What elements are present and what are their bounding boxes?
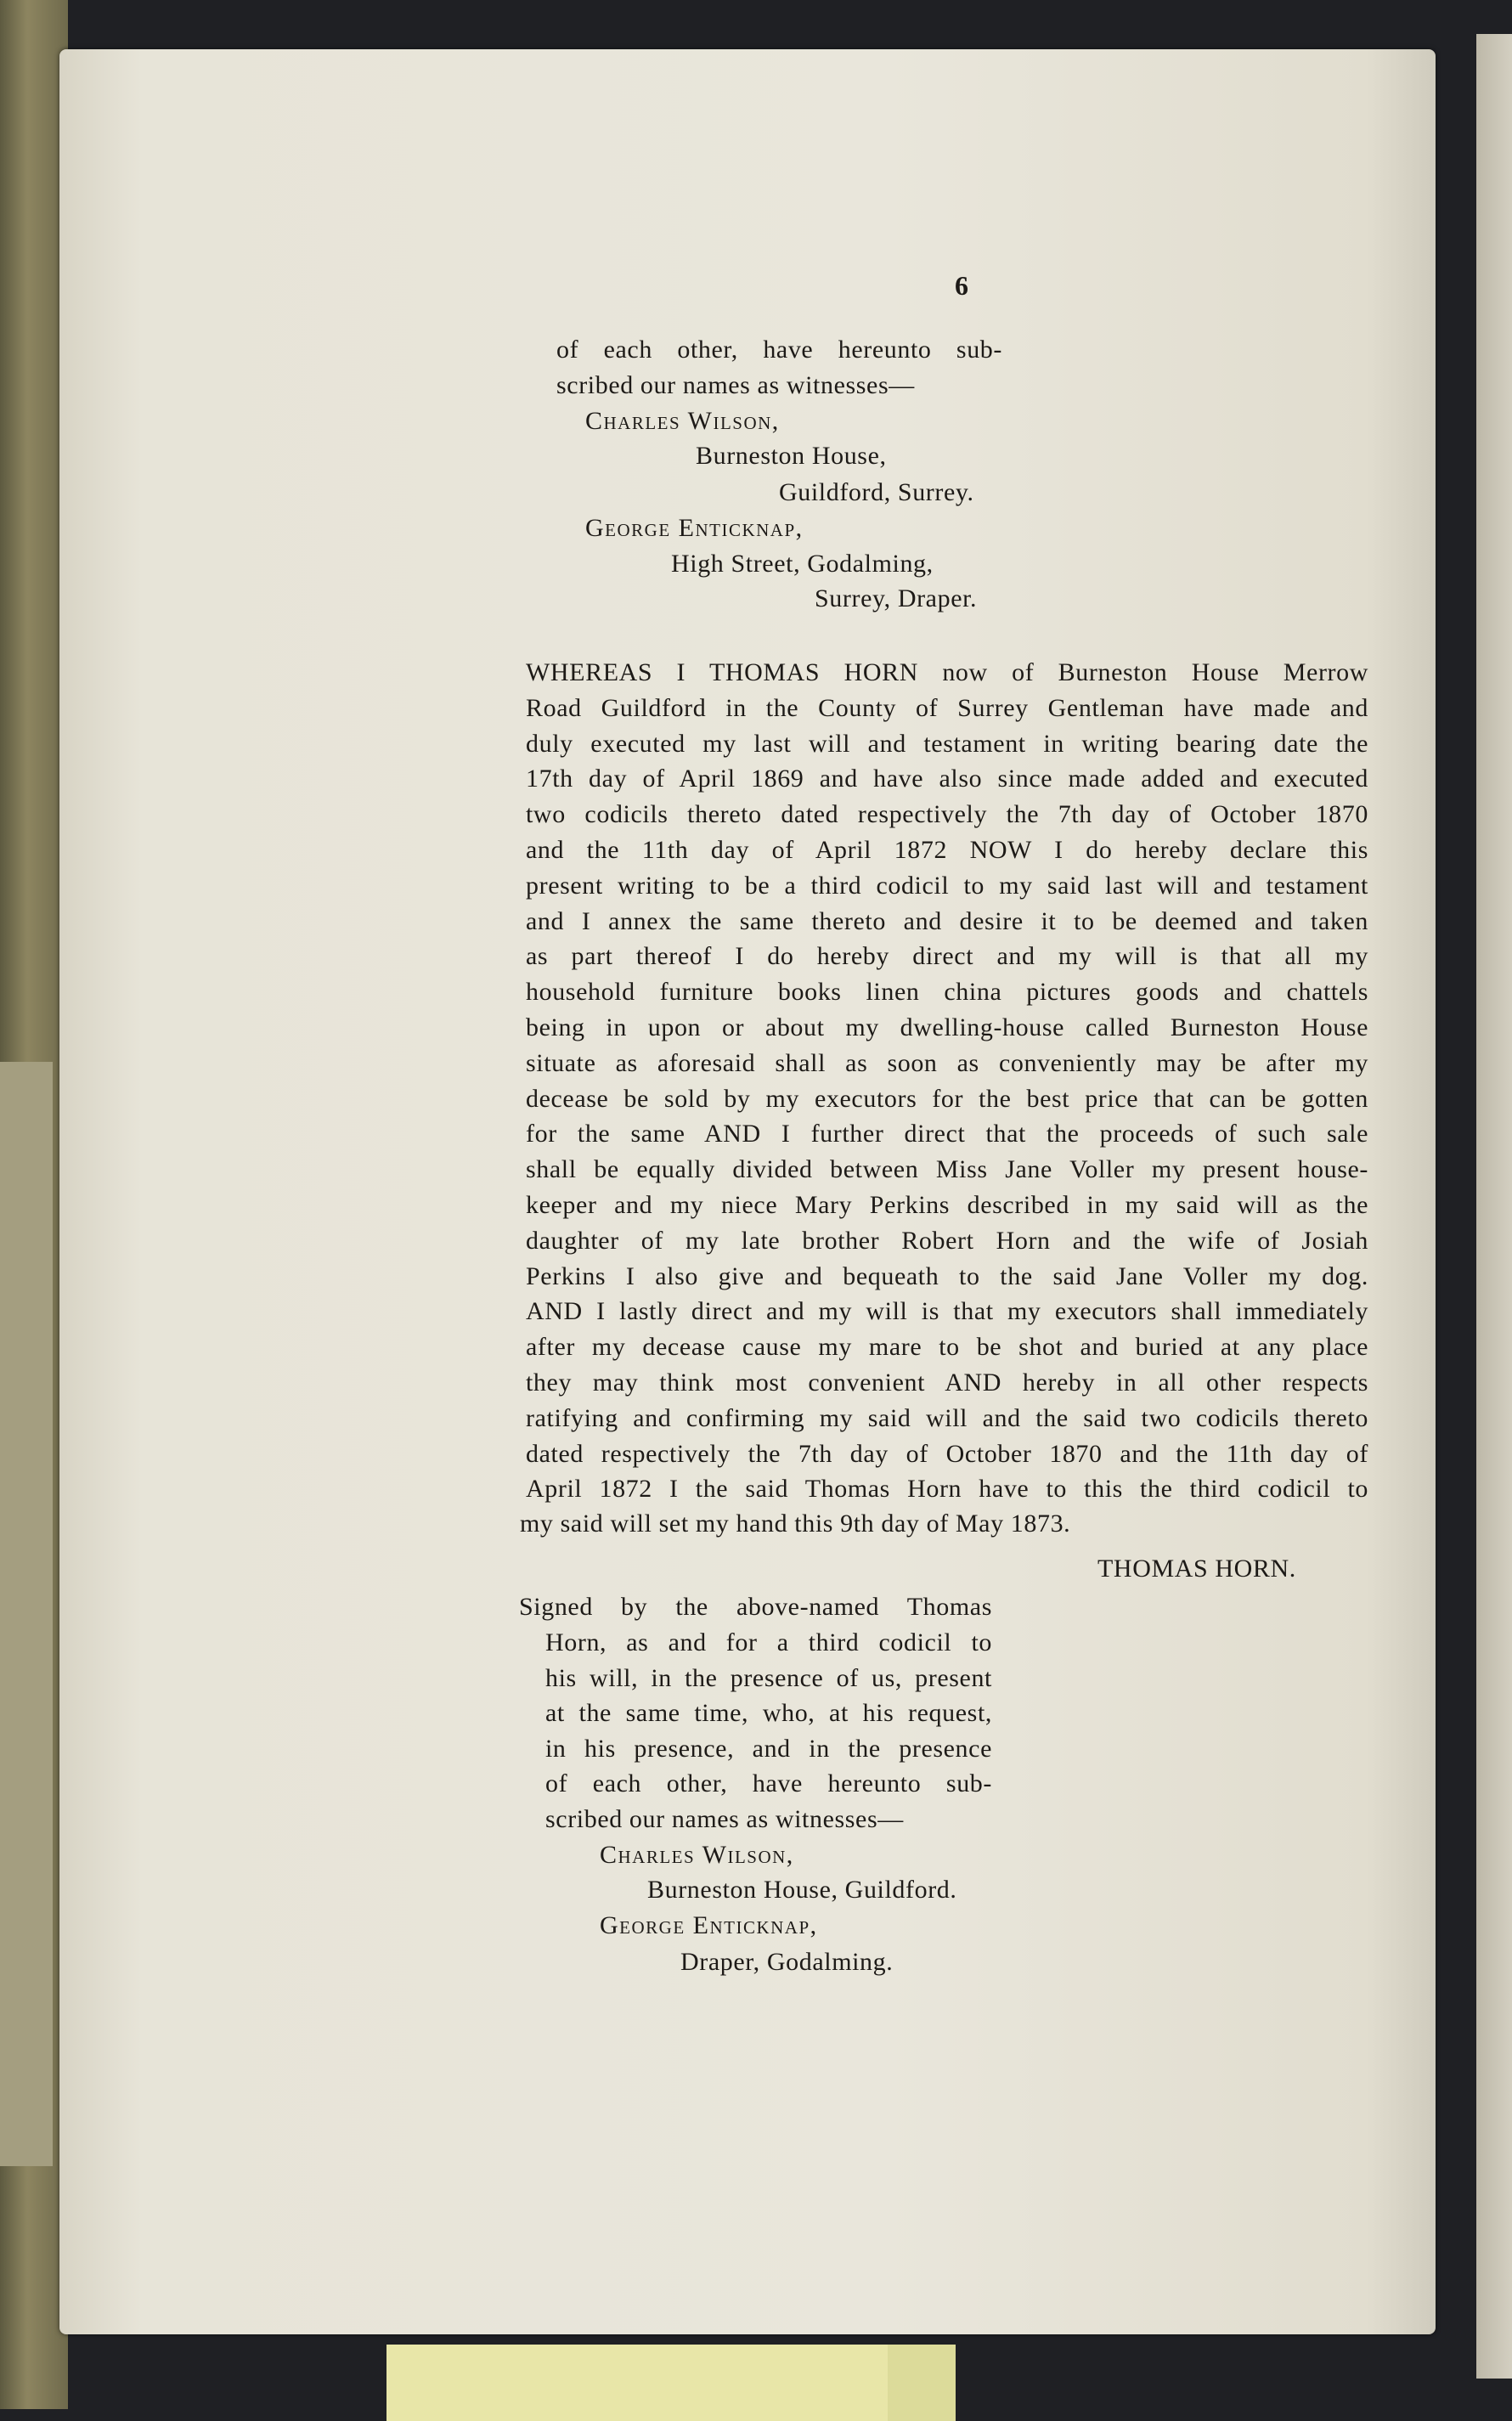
text-line: and I annex the same thereto and desire it to be deemed and taken (526, 906, 1368, 935)
text-line: two codicils thereto dated respectively the 7th day of October 1870 (526, 800, 1368, 829)
witness-name: Charles Wilson, (585, 407, 780, 435)
witness-address: Burneston House, (696, 442, 887, 470)
text-line: situate as aforesaid shall as soon as conveniently may be after my (526, 1048, 1368, 1077)
underlying-page-edge (0, 1062, 53, 2166)
text-line: duly executed my last will and testament in writing bearing date the (526, 729, 1368, 758)
text-line: they may think most convenient AND hereby in all other respects (526, 1369, 1368, 1397)
text-line: scribed our names as witnesses— (545, 1805, 904, 1833)
text-line: for the same AND I further direct that the proceeds of such sale (526, 1120, 1368, 1148)
text-line: ratifying and confirming my said will and the said two codicils thereto (526, 1403, 1368, 1432)
text-line: my said will set my hand this 9th day of May 1873. (520, 1510, 1071, 1538)
text-line: AND I lastly direct and my will is that my executors shall immediately (526, 1297, 1368, 1326)
text-line: decease be sold by my executors for the best price that can be gotten (526, 1084, 1368, 1113)
text-line: as part thereof I do hereby direct and my will is that all my (526, 942, 1368, 971)
text-line: shall be equally divided between Miss Jane Voller my present house- (526, 1155, 1368, 1184)
witness-name: George Enticknap, (585, 514, 804, 542)
adjacent-page-edge (1476, 34, 1512, 2379)
witness-name: Charles Wilson, (600, 1841, 794, 1869)
text-line: 17th day of April 1869 and have also since made added and executed (526, 765, 1368, 793)
text-line: household furniture books linen china pictures goods and chattels (526, 978, 1368, 1007)
text-line: dated respectively the 7th day of October 1870 and the 11th day of (526, 1439, 1368, 1468)
text-line: Perkins I also give and bequeath to the said Jane Voller my dog. (526, 1261, 1368, 1290)
witness-address: Guildford, Surrey. (779, 478, 974, 506)
witness-address: Burneston House, Guildford. (647, 1876, 957, 1904)
text-line: April 1872 I the said Thomas Horn have to this the third codicil to (526, 1475, 1368, 1504)
text-line: in his presence, and in the presence (545, 1734, 992, 1763)
text-line: scribed our names as witnesses— (556, 371, 915, 399)
paper-tab (386, 2345, 956, 2421)
text-line: of each other, have hereunto sub- (545, 1769, 992, 1798)
text-line: keeper and my niece Mary Perkins described in my said will as the (526, 1191, 1368, 1219)
text-line: at the same time, who, at his request, (545, 1699, 992, 1728)
text-line: Signed by the above-named Thomas (519, 1593, 992, 1621)
text-line: WHEREAS I THOMAS HORN now of Burneston House Merrow (526, 658, 1368, 686)
text-line: being in upon or about my dwelling-house called Burneston House (526, 1013, 1368, 1041)
witness-name: George Enticknap, (600, 1911, 818, 1939)
signature: THOMAS HORN. (1097, 1555, 1296, 1583)
text-line: Horn, as and for a third codicil to (545, 1628, 992, 1656)
page-number: 6 (955, 270, 968, 301)
text-line: after my decease cause my mare to be shot and buried at any place (526, 1333, 1368, 1362)
text-line: Road Guildford in the County of Surrey Gentleman have made and (526, 693, 1368, 722)
witness-address: Surrey, Draper. (815, 584, 978, 612)
text-line: his will, in the presence of us, present (545, 1663, 992, 1692)
witness-address: Draper, Godalming. (680, 1948, 894, 1976)
text-line: present writing to be a third codicil to my said last will and testament (526, 871, 1368, 900)
paper-tab-fold (888, 2345, 956, 2421)
text-line: of each other, have hereunto sub- (556, 336, 1002, 364)
text-line: daughter of my late brother Robert Horn and the wife of Josiah (526, 1226, 1368, 1255)
witness-address: High Street, Godalming, (671, 550, 934, 578)
text-line: and the 11th day of April 1872 NOW I do hereby declare this (526, 836, 1368, 864)
